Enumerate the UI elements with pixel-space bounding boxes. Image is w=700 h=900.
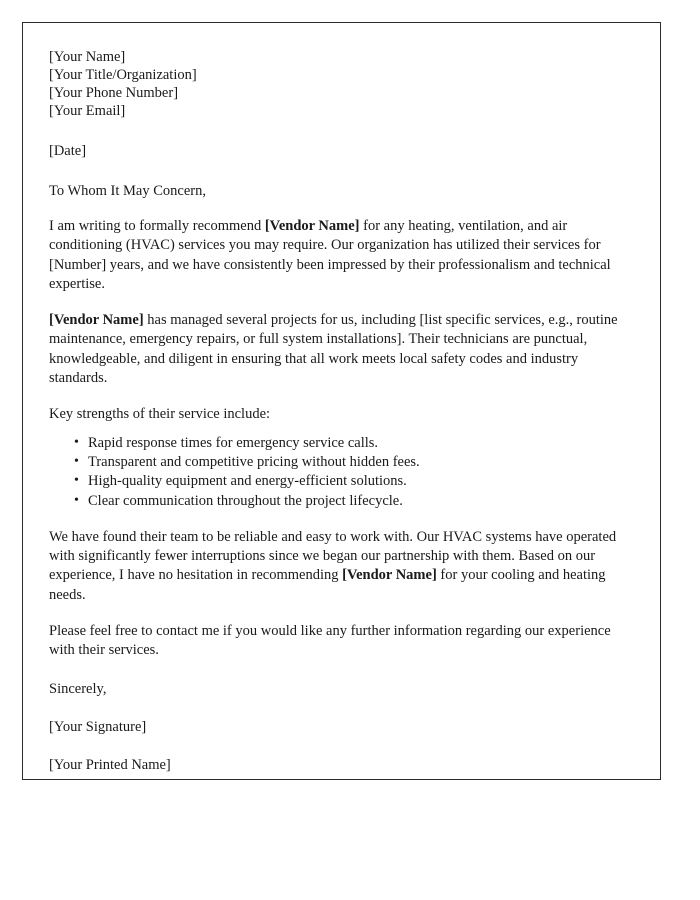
printed-name-placeholder: [Your Printed Name] bbox=[49, 757, 171, 774]
list-item: • Rapid response times for emergency service calls. bbox=[88, 434, 638, 453]
sender-email-line: [Your Email] bbox=[49, 103, 126, 119]
paragraph-projects bbox=[49, 311, 638, 388]
date-line: [Date] bbox=[49, 143, 87, 159]
paragraph-intro-text-after: for any heating, ventilation, and air conditioning (HVAC) services you may require. Our organization has utilized their services for [Number] years, and we have consistently been impressed by their professionalism and technical expertise. bbox=[49, 218, 611, 292]
paragraph-contact: Please feel free to contact me if you would like any further information regarding our experience with their services. bbox=[49, 623, 611, 659]
sender-title-line: [Your Title/Organization] bbox=[49, 67, 197, 83]
paragraph-intro-text-before: I am writing to formally recommend bbox=[49, 218, 265, 234]
closing-line: Sincerely, bbox=[49, 680, 107, 697]
paragraph-projects-text-after: has managed several projects for us, including [list specific services, e.g., routine maintenance, emergency repairs, or full system installations]. Their technicians are punctual, knowledgeable, and diligent in ensuring that all work meets local safety codes and industry standards. bbox=[49, 312, 618, 387]
list-item: • High-quality equipment and energy-efficient solutions. bbox=[88, 472, 638, 491]
list-item: • Transparent and competitive pricing without hidden fees. bbox=[88, 453, 638, 472]
document-page-border bbox=[22, 22, 661, 780]
strengths-list bbox=[49, 434, 638, 511]
letter-body bbox=[49, 48, 638, 776]
paragraph-experience-text-before: We have found their team to be reliable and easy to work with. Our HVAC systems have operated with significantly fewer interruptions since we began our partnership with them. Based on our experience, I have no hesitation in recommending bbox=[49, 528, 617, 584]
signature-placeholder: [Your Signature] bbox=[49, 718, 147, 735]
sender-name-line: [Your Name] bbox=[49, 49, 126, 65]
paragraph-experience-text-after: for your cooling and heating needs. bbox=[49, 567, 606, 603]
sender-phone-line: [Your Phone Number] bbox=[49, 85, 179, 101]
vendor-name-placeholder-2: [Vendor Name] bbox=[49, 312, 144, 329]
strengths-list-intro: Key strengths of their service include: bbox=[49, 406, 271, 423]
sender-address-block bbox=[49, 48, 638, 120]
list-item: • Clear communication throughout the project lifecycle. bbox=[88, 492, 638, 511]
vendor-name-placeholder-3: [Vendor Name] bbox=[342, 567, 437, 584]
salutation-line: To Whom It May Concern, bbox=[49, 183, 206, 199]
vendor-name-placeholder-1: [Vendor Name] bbox=[264, 218, 360, 234]
paragraph-intro bbox=[49, 217, 638, 294]
paragraph-experience bbox=[49, 528, 638, 605]
